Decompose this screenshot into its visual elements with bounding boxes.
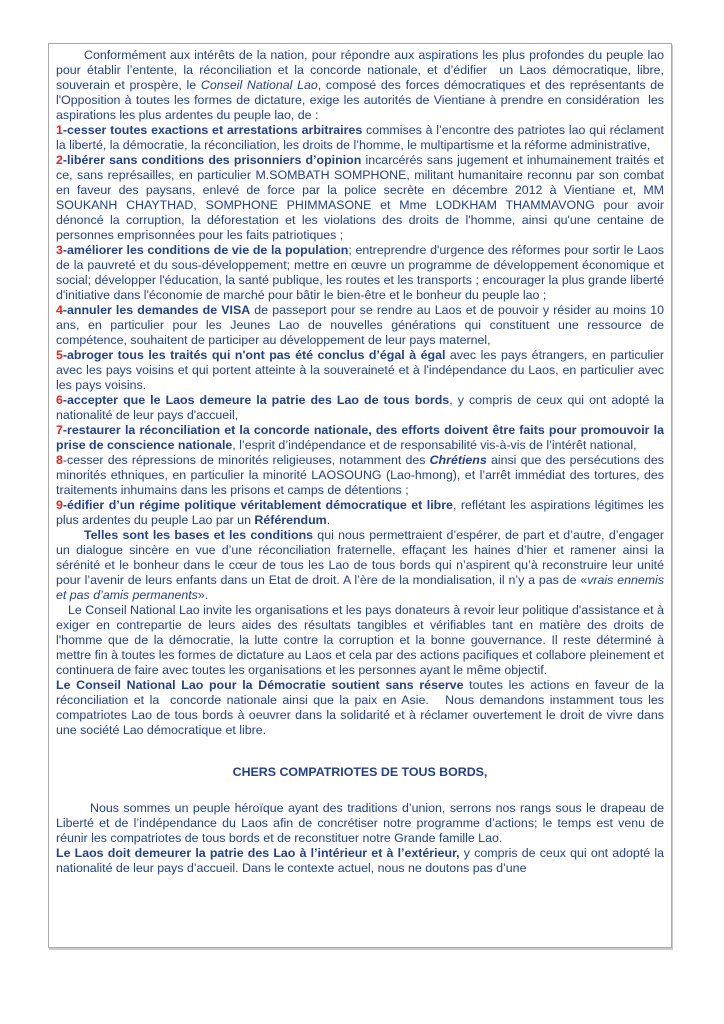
closing-paragraph <box>56 846 664 876</box>
text-run: -accepter que le Laos demeure la patrie des Lao de tous bords <box>62 393 450 407</box>
list-item-7 <box>56 423 664 453</box>
text-run: CHERS COMPATRIOTES DE TOUS BORDS, <box>232 765 488 779</box>
text-run: ainsi que des persécutions des minorités ethniques, en particulier la minorité LAOSOUNG (Lao-hmong), et l’arrêt immédiat des tortures, des traitements inhumains dans les prisons et camps de détentions ; <box>56 453 664 497</box>
list-item-8 <box>56 453 664 498</box>
list-item-3 <box>56 243 664 303</box>
list-item-5 <box>56 348 664 393</box>
item-number: 2 <box>56 153 63 167</box>
text-run: ; entreprendre d'urgence des réformes pour sortir le Laos de la pauvreté et du sous-développement; mettre en œuvre un programme de développement économique et social; développer l'éducation, la santé publique, les routes et les transports ; encourager la plus grande liberté d'initiative dans l'économie de marché pour bâtir le bien-être et le bonheur du peuple lao ; <box>56 243 664 302</box>
item-number: 6 <box>56 393 63 407</box>
text-run: , l’esprit d’indépendance et de responsabilité vis-à-vis de l’intérêt national, <box>232 438 637 452</box>
text-run: -libérer sans conditions des prisonniers d’opinion <box>62 153 362 167</box>
text-run: de passeport pour se rendre au Laos et de pouvoir y résider au moins 10 ans, en particulier pour les Jeunes Lao de nouvelles générations qui constituent une ressource de compétence, souhaitent de participer au développement de leur pays maternel, <box>56 303 664 347</box>
item-number: 9 <box>56 498 63 512</box>
document-page <box>48 43 672 948</box>
list-item-6 <box>56 393 664 423</box>
item-number: 3 <box>56 243 63 257</box>
text-run: Telles sont les bases et les conditions <box>84 528 314 542</box>
text-run: Conseil National Lao <box>200 78 318 92</box>
text-run: qui nous permettraient d’espérer, de part et d’autre, d’engager un dialogue sincère en vue d’une réconciliation fraternelle, effaçant les haines d’hier et ramener ainsi la sérénité et le bonheur dans le cœur de tous les Lao de tous bords qui n’aspirent qu’à reconstruire leur unité pour l’avenir de leurs enfants dans un Etat de droit. A l’ère de la mondialisation, il n’y a pas de « <box>56 528 664 587</box>
text-run: , reflétant les aspirations légitimes les plus ardentes du peuple Lao par un <box>56 498 665 527</box>
text-run: ». <box>197 588 209 602</box>
text-run: -cesser des répressions de minorités religieuses, notamment des <box>62 453 430 467</box>
text-run: Conformément aux intérêts de la nation, pour répondre aux aspirations les plus profondes du peuple lao pour établir l’entente, la réconciliation et la concorde nationale, et d’édifier un Laos démocratique, libre, souverain et prospère, le <box>56 48 664 92</box>
item-number: 1 <box>56 123 63 137</box>
section-heading <box>56 765 664 780</box>
intro-paragraph <box>56 48 664 123</box>
text-run: , y compris de ceux qui ont adopté la nationalité de leur pays d'accueil, <box>56 393 665 422</box>
text-run: vrais ennemis et pas d’amis permanents <box>56 573 665 602</box>
text-run: y compris de ceux qui ont adopté la nationalité de leur pays d’accueil. Dans le contexte actuel, nous ne doutons pas d’une <box>56 846 664 875</box>
text-run: -cesser toutes exactions et arrestations arbitraires <box>62 123 363 137</box>
item-number: 7 <box>56 423 63 437</box>
text-run: -restaurer la réconciliation et la concorde nationale, des efforts doivent être faits pour promouvoir la prise de conscience nationale <box>56 423 664 452</box>
text-run: Le Laos doit demeurer la patrie des Lao à l’intérieur et à l’extérieur, <box>56 846 460 860</box>
text-run: Le Conseil National Lao invite les organisations et les pays donateurs à revoir leur politique d'assistance et à exiger en contrepartie de leurs aides des résultats tangibles et vérifiables tant en matière des droits de l'homme que de la démocratie, la lutte contre la corruption et la bonne gouvernance. Il reste déterminé à mettre fin à toutes les formes de dictature au Laos et cela par des actions pacifiques et collabore pleinement et continuera de faire avec toutes les organisations et les personnes ayant le même objectif. <box>56 603 664 677</box>
list-item-1 <box>56 123 664 153</box>
compatriots-paragraph <box>56 801 664 846</box>
text-run: commises à l’encontre des patriotes lao qui réclament la liberté, la démocratie, la réconciliation, les droits de l’homme, le multipartisme et la réforme administrative, <box>56 123 664 152</box>
text-run: -édifier d’un régime politique véritablement démocratique et libre <box>62 498 453 512</box>
item-number: 5 <box>56 348 63 362</box>
item-number: 4 <box>56 303 63 317</box>
text-run: Le Conseil National Lao pour la Démocratie soutient sans réserve <box>56 678 464 692</box>
list-item-9 <box>56 498 664 528</box>
support-paragraph <box>56 678 664 738</box>
text-run: incarcérés sans jugement et inhumainement traités et ce, sans représailles, en particulier M.SOMBATH SOMPHONE, militant humanitaire reconnu par son combat en faveur des paysans, enlevé de force par la police secrète en décembre 2012 à Vientiane et, MM SOUKANH CHAYTHAD, SOMPHONE PHIMMASONE et Mme LODKHAM THAMMAVONG pour avoir dénoncé la corruption, la déforestation et les violations des droits de l'homme, ainsi qu'une centaine de personnes emprisonnées pour les faits patriotiques ; <box>56 153 664 242</box>
text-run: Nous sommes un peuple héroïque ayant des traditions d’union, serrons nos rangs sous le drapeau de Liberté et de l’indépendance du Laos afin de concrétiser notre programme d’actions; le temps est venu de réunir les compatriotes de tous bords et de reconstituer notre Grande famille Lao. <box>56 801 664 845</box>
text-run: avec les pays étrangers, en particulier avec les pays voisins et qui portent atteinte à la souveraineté et à l'indépendance du Laos, en particulier avec les pays voisins. <box>56 348 665 392</box>
text-run: -annuler les demandes de VISA <box>62 303 251 317</box>
conclusion-paragraph <box>56 528 664 603</box>
text-run: -abroger tous les traités qui n'ont pas été conclus d’égal à égal <box>62 348 446 362</box>
text-run: toutes les actions en faveur de la réconciliation et la concorde nationale ainsi que la paix en Asie. Nous demandons instamment tous les compatriotes Lao de tous bords à oeuvrer dans la solidarité et à réclamer ouvertement le droit de vivre dans une société Lao démocratique et libre. <box>56 678 664 737</box>
list-item-4 <box>56 303 664 348</box>
item-number: 8 <box>56 453 63 467</box>
donors-paragraph <box>56 603 664 678</box>
text-run: Référendum <box>254 513 327 527</box>
text-run: , composé des forces démocratiques et des représentants de l'Opposition à toutes les formes de dictature, exige les autorités de Vientiane à prendre en considération les aspirations les plus ardentes du peuple lao, de : <box>56 78 664 122</box>
list-item-2 <box>56 153 664 243</box>
text-run: . <box>326 513 331 527</box>
text-run: Chrétiens <box>429 453 487 467</box>
text-run: -améliorer les conditions de vie de la population <box>62 243 349 257</box>
